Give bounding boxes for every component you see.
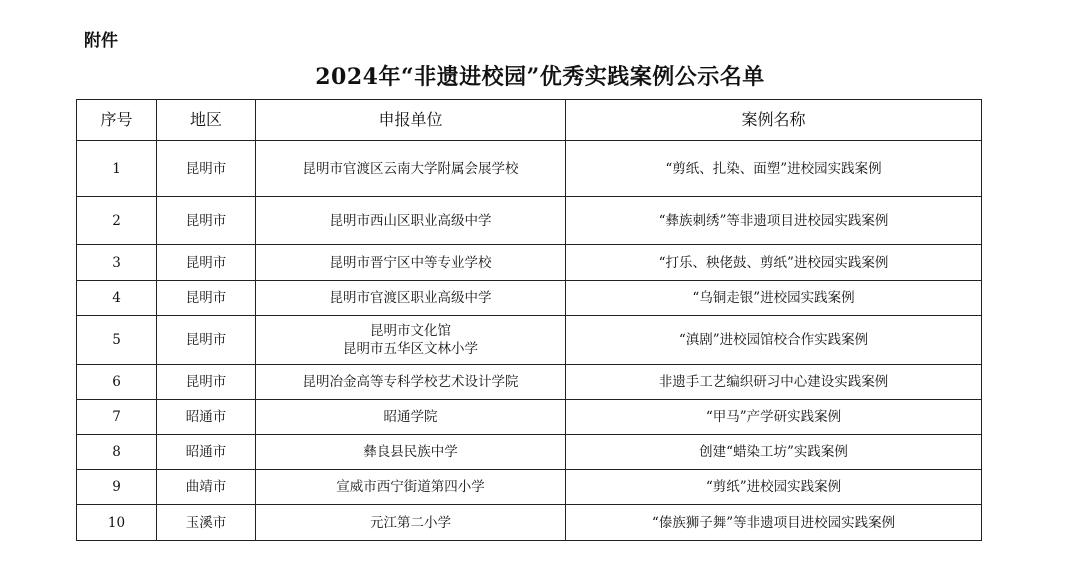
unit-name: 昭通学院 [383, 409, 438, 425]
cell-unit [256, 141, 566, 197]
unit-name: 昆明市晋宁区中等专业学校 [329, 254, 492, 271]
cell-case: “滇剧”进校园馆校合作实践案例 [566, 316, 982, 365]
table-row [77, 365, 982, 400]
cell-region: 昆明市 [157, 281, 256, 316]
cell-unit [256, 245, 566, 281]
cell-case: “剪纸、扎染、面塑”进校园实践案例 [566, 141, 982, 197]
cell-region: 昆明市 [157, 141, 256, 197]
unit-name: 昆明市西山区职业高级中学 [329, 212, 492, 229]
cell-no: 7 [77, 400, 157, 435]
cell-no: 10 [77, 505, 157, 541]
cell-unit [256, 316, 566, 365]
table-header-row [77, 100, 982, 141]
cell-region: 昆明市 [157, 316, 256, 365]
cell-unit [256, 505, 566, 541]
cell-region: 曲靖市 [157, 470, 256, 505]
cell-case: “剪纸”进校园实践案例 [566, 470, 982, 505]
case-table [76, 99, 982, 541]
cell-no: 2 [77, 197, 157, 245]
cell-case: “傣族狮子舞”等非遗项目进校园实践案例 [566, 505, 982, 541]
header-no: 序号 [77, 100, 157, 141]
unit-name: 昆明市官渡区云南大学附属会展学校 [302, 160, 519, 177]
table-row [77, 435, 982, 470]
attachment-label: 附件 [84, 31, 118, 51]
cell-case: “乌铜走银”进校园实践案例 [566, 281, 982, 316]
table-body [77, 141, 982, 541]
cell-unit [256, 435, 566, 470]
document-title: 2024年“非遗进校园”优秀实践案例公示名单 [315, 64, 765, 90]
unit-name: 昆明市五华区文林小学 [343, 341, 478, 357]
unit-name: 昆明市官渡区职业高级中学 [329, 290, 492, 306]
table-row [77, 141, 982, 197]
cell-no: 9 [77, 470, 157, 505]
unit-name: 彝良县民族中学 [363, 444, 458, 460]
cell-case: “打乐、秧佬鼓、剪纸”进校园实践案例 [566, 245, 982, 281]
table-row [77, 400, 982, 435]
cell-unit [256, 365, 566, 400]
unit-name: 宣威市西宁街道第四小学 [336, 479, 485, 495]
unit-name: 昆明市文化馆 [370, 323, 451, 339]
cell-region: 昆明市 [157, 197, 256, 245]
cell-region: 玉溪市 [157, 505, 256, 541]
cell-region: 昭通市 [157, 400, 256, 435]
table-row [77, 245, 982, 281]
cell-case: “彝族刺绣”等非遗项目进校园实践案例 [566, 197, 982, 245]
unit-name: 元江第二小学 [370, 514, 451, 531]
cell-case: 非遗手工艺编织研习中心建设实践案例 [566, 365, 982, 400]
cell-region: 昭通市 [157, 435, 256, 470]
header-unit: 申报单位 [256, 100, 566, 141]
cell-unit [256, 400, 566, 435]
table-row [77, 505, 982, 541]
cell-no: 8 [77, 435, 157, 470]
cell-no: 1 [77, 141, 157, 197]
cell-case: “甲马”产学研实践案例 [566, 400, 982, 435]
header-region: 地区 [157, 100, 256, 141]
header-case: 案例名称 [566, 100, 982, 141]
table-row [77, 316, 982, 365]
cell-no: 5 [77, 316, 157, 365]
cell-region: 昆明市 [157, 245, 256, 281]
cell-no: 4 [77, 281, 157, 316]
cell-unit [256, 197, 566, 245]
cell-unit [256, 470, 566, 505]
table-row [77, 197, 982, 245]
table-row [77, 281, 982, 316]
cell-case: 创建“蜡染工坊”实践案例 [566, 435, 982, 470]
cell-no: 3 [77, 245, 157, 281]
cell-no: 6 [77, 365, 157, 400]
cell-unit [256, 281, 566, 316]
table-row [77, 470, 982, 505]
unit-name: 昆明冶金高等专科学校艺术设计学院 [302, 374, 519, 390]
cell-region: 昆明市 [157, 365, 256, 400]
